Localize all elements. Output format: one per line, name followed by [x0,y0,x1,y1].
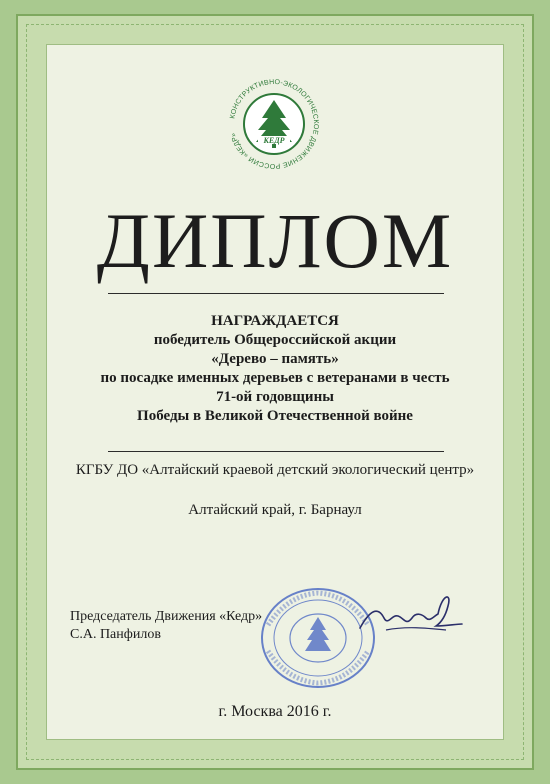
award-line: Победы в Великой Отечественной войне [137,408,413,424]
city-year: г. Москва 2016 г. [218,703,332,720]
signatory-title: Председатель Движения «Кедр» [70,609,263,624]
award-line: 71-ой годовщины [216,389,334,405]
signatory-name: С.А. Панфилов [70,627,161,642]
handwritten-signature-icon [356,588,466,638]
svg-text:КОНСТРУКТИВНО-ЭКОЛОГИЧЕСКОЕ ДВ: КОНСТРУКТИВНО-ЭКОЛОГИЧЕСКОЕ ДВИЖЕНИЕ РОССИИ «КЕДР» [229,78,320,170]
award-line: «Дерево – память» [211,351,339,367]
award-line: победитель Общероссийской акции [153,332,397,348]
svg-text:КЕДР: КЕДР [263,136,285,145]
title-divider [108,293,444,294]
award-text-block [0,312,550,426]
certificate-title: ДИПЛОМ [96,197,454,284]
award-divider [108,451,444,452]
award-heading: НАГРАЖДАЕТСЯ [211,313,339,329]
recipient-region: Алтайский край, г. Барнаул [188,502,362,518]
award-line: по посадке именных деревьев с ветеранами в честь [100,370,450,386]
kedr-logo-icon [222,72,326,176]
recipient-organization: КГБУ ДО «Алтайский краевой детский экологический центр» [75,462,475,478]
